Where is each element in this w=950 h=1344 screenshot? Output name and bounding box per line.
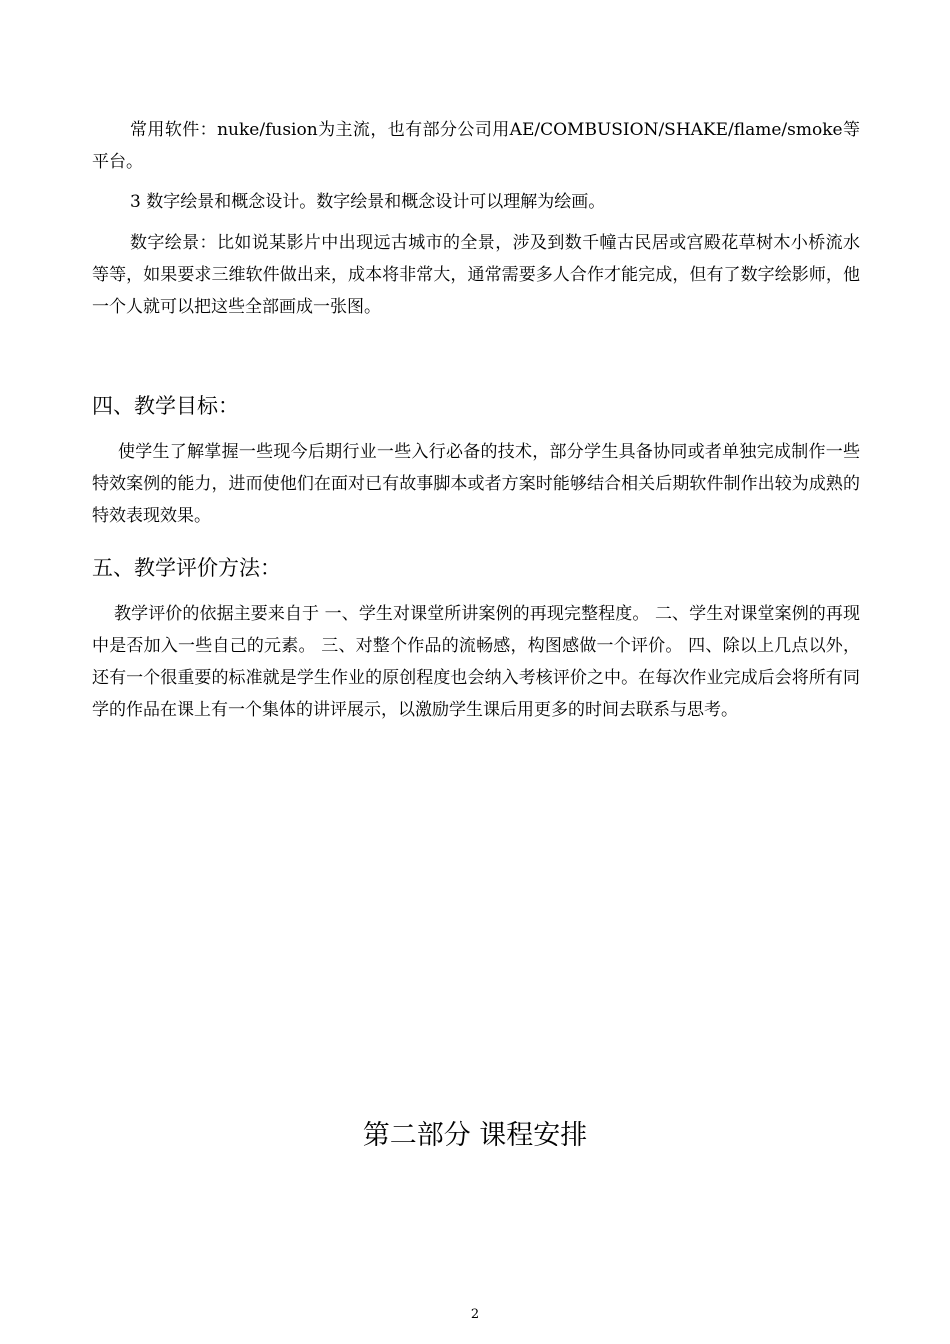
digital-painting-detail-paragraph: 数字绘景：比如说某影片中出现远古城市的全景，涉及到数千幢古民居或宫殿花草树木小桥流水等等，如果要求三维软件做出来，成本将非常大，通常需要多人合作才能完成，但有了数字绘影师，他一个人就可以把这些全部画成一张图。 [92, 233, 860, 317]
software-paragraph: 常用软件：nuke/fusion为主流，也有部分公司用AE/COMBUSION/SHAKE/flame/smoke等平台。 [92, 120, 860, 172]
section4-body: 使学生了解掌握一些现今后期行业一些入行必备的技术，部分学生具备协同或者单独完成制作一些特效案例的能力，进而使他们在面对已有故事脚本或者方案时能够结合相关后期软件制作出较为成熟的特效表现效果。 [92, 442, 860, 526]
part2-title: 第二部分 课程安排 [362, 1120, 588, 1151]
page-number: 2 [470, 1307, 480, 1322]
digital-painting-intro-paragraph: 3 数字绘景和概念设计。数字绘景和概念设计可以理解为绘画。 [130, 192, 606, 212]
section4-heading: 四、教学目标： [92, 394, 239, 418]
section5-body: 教学评价的依据主要来自于 一、学生对课堂所讲案例的再现完整程度。 二、学生对课堂案例的再现中是否加入一些自己的元素。 三、对整个作品的流畅感，构图感做一个评价。 四、除以上几点以外，还有一个很重要的标准就是学生作业的原创程度也会纳入考核评价之中。在每次作业完成后会将所有同学的作品在课上有一个集体的讲评展示，以激励学生课后用更多的时间去联系与思考。 [92, 604, 860, 720]
section5-heading: 五、教学评价方法： [92, 556, 281, 580]
